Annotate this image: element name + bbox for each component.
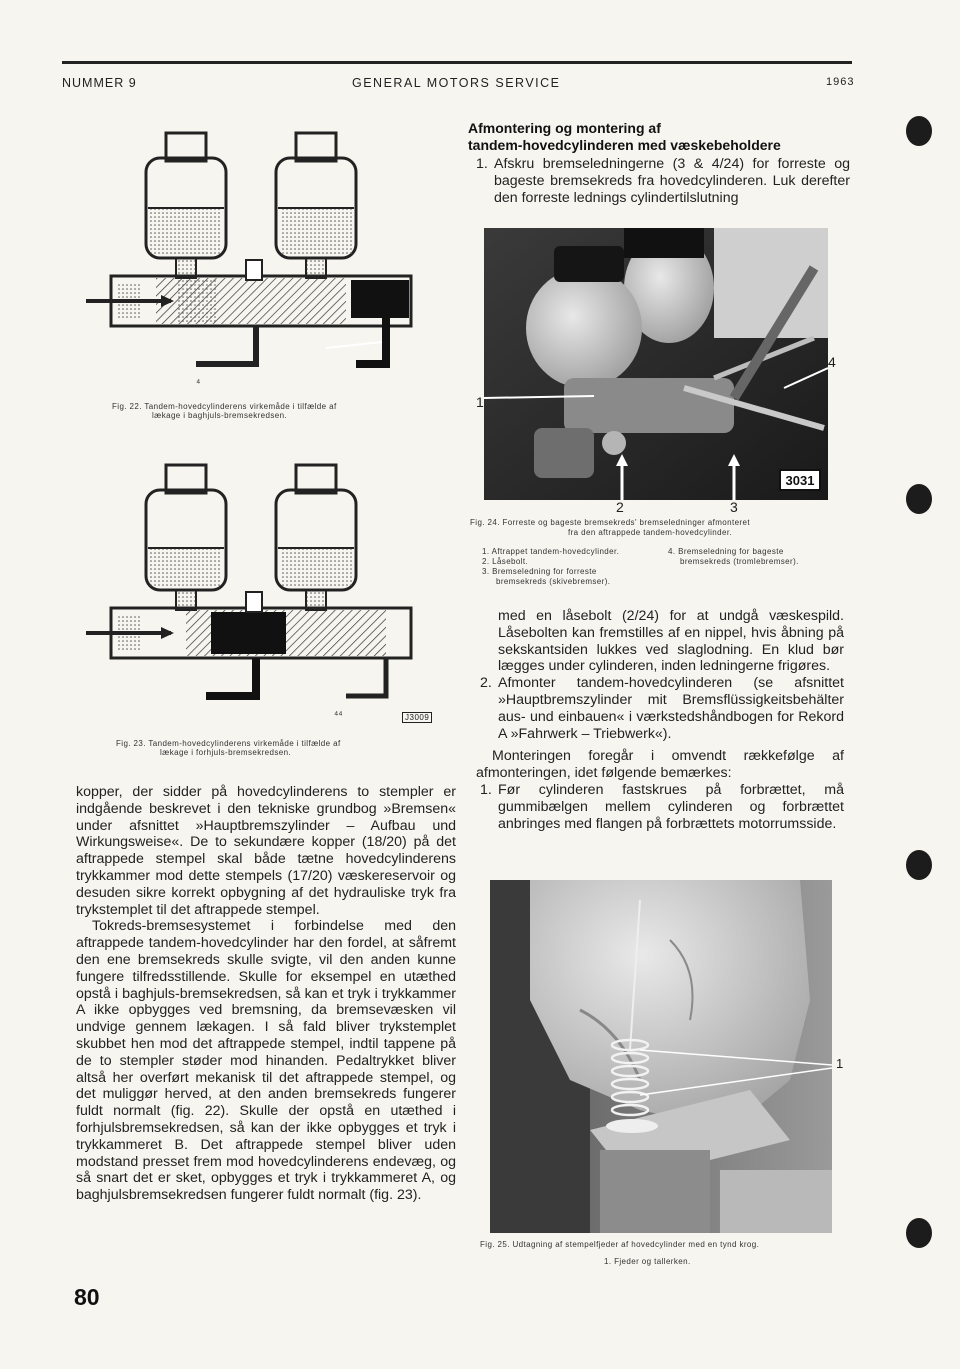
section-heading-line2: tandem-hovedcylinderen med væskebeholdere: [468, 137, 781, 153]
drip-marker: ⁴⁴: [334, 710, 343, 721]
fig24-legend-4b: bremsekreds (tromlebremser).: [680, 557, 799, 566]
binder-hole: [906, 850, 932, 880]
section-heading-line1: Afmontering og montering af: [468, 120, 661, 136]
fig25-caption-line2: 1. Fjeder og tallerken.: [604, 1257, 691, 1266]
drip-marker: ⁴: [196, 378, 201, 389]
fig25-callout-1: 1: [836, 1056, 844, 1071]
left-column-text: [76, 784, 456, 1204]
fig24-callout-4: 4: [828, 354, 836, 370]
step-1: [472, 156, 850, 206]
header-year: 1963: [826, 76, 855, 88]
fig24-caption-line2: fra den aftrappede tandem-hovedcylinder.: [568, 528, 733, 537]
fig24-legend-4a: 4. Bremseledning for bageste: [668, 547, 784, 556]
fig22-caption-line2: lækage i baghjuls-bremsekredsen.: [152, 411, 288, 420]
assembly-step-1-number: 1.: [480, 781, 492, 798]
fig24-callout-1: 1: [476, 394, 484, 410]
fig24-caption-line1: Fig. 24. Forreste og bageste bremsekreds' bremseledninger afmonteret: [470, 518, 750, 527]
fig23-diagram: [86, 460, 436, 710]
left-paragraph-2: Tokreds-bremsesystemet i forbindelse med den aftrappede tandem-hovedcylinder har den fordel, at såfremt den ene bremsekreds skulle svigte, vil den anden kunne fungere tilfredsstillende. Skulle for eksempel en utæthed opstå i baghjuls-bremsekredsen, så kan et tryk i trykkammer A ikke opbygges ved bremsning, da bremsevæsken vil undvige gennem lækagen. I så fald bliver trykstemplet skubbet hen mod det aftrappede stempel, indtil tappene på de to stempler støder mod hinanden. Pedaltrykket bliver altså her overført mekanisk til det aftrappede stempel, og det muliggør herved, at den anden bremsekreds fungerer fuldt normalt (fig. 22). Skulle der opstå en utæthed i forhjulsbremsekredsen, så kan der ikke opbygges et tryk i trykkammeret B. Det aftrappede stempel bliver uden modstand presset frem mod hovedcylinderens endevæg, og så snart det er sket, opbygges et tryk i trykkammeret A, og baghjulsbremsekredsen fungerer fuldt normalt (fig. 23).: [76, 918, 456, 1204]
step-2: [476, 675, 844, 742]
assembly-step-1: [476, 782, 844, 832]
header-rule: [62, 61, 852, 64]
fig25-caption-line1: Fig. 25. Udtagning af stempelfjeder af hovedcylinder med en tynd krog.: [480, 1240, 760, 1249]
step-2-text: Afmonter tandem-hovedcylinderen (se afsnittet »Hauptbremszylinder mit Bremsflüssigkeitsbehälter aus- und einbauen« i værkstedshåndbogen for Rekord A »Fahrwerk – Triebwerk«).: [498, 675, 844, 742]
fig24-photo-number: 3031: [785, 473, 815, 488]
assembly-step-1-text: Før cylinderen fastskrues på forbrættet, må gummibælgen mellem cylinderen og forbrættet anbringes med flangen på forbrættets motorrumsside.: [498, 781, 844, 832]
fig24-legend-3b: bremsekreds (skivebremser).: [496, 577, 611, 586]
fig24-legend-1: 1. Aftrappet tandem-hovedcylinder.: [482, 547, 620, 556]
step-1-continued: med en låsebolt (2/24) for at undgå væskespild. Låsebolten kan fremstilles af en nippel, hvis åbning på sekskantsiden lukkes ved slaglodning. En klud bør lægges under cylinderen, inden ledningerne frigøres.: [498, 608, 844, 675]
assembly-paragraph: Monteringen foregår i omvendt rækkefølge af afmonteringen, idet følgende bemærkes:: [476, 748, 844, 782]
fig24-callout-2: 2: [616, 499, 624, 515]
step-1-text: Afskru bremseledningerne (3 & 4/24) for forreste og bageste bremsekreds fra hovedcylinderen. Luk derefter den forreste lednings cylindertilslutning: [494, 156, 850, 206]
page-number: 80: [74, 1284, 100, 1310]
binder-hole: [906, 484, 932, 514]
header-issue: NUMMER 9: [62, 76, 137, 90]
fig22-diagram: [86, 128, 436, 393]
fig22-caption-line1: Fig. 22. Tandem-hovedcylinderens virkemåde i tilfælde af: [112, 402, 337, 411]
header-publication: GENERAL MOTORS SERVICE: [352, 76, 561, 90]
binder-hole: [906, 1218, 932, 1248]
fig24-legend-3a: 3. Bremseledning for forreste: [482, 567, 597, 576]
fig25-photo: [490, 880, 832, 1233]
fig24-legend-2: 2. Låsebolt.: [482, 557, 529, 566]
fig24-photo: [484, 228, 828, 500]
step-1-number: 1.: [476, 156, 488, 172]
step-2-number: 2.: [480, 675, 492, 692]
fig24-callout-3: 3: [730, 499, 738, 515]
fig23-stamp: J3009: [402, 712, 432, 723]
left-paragraph-1: kopper, der sidder på hovedcylinderens to stempler er indgående beskrevet i den tekniske grundbog »Bremsen« under afsnittet »Hauptbremszylinder – Aufbau und Wirkungsweise«. De to sekundære kopper (18/20) på det aftrappede stempel skal både tætne hovedcylinderens trykkammer mod dette stempels (17/20) væskereservoir og desuden sikre korrekt opbygning af det hydrauliske tryk fra trykstemplet til det aftrappede stempel.: [76, 784, 456, 918]
fig23-caption-line1: Fig. 23. Tandem-hovedcylinderens virkemåde i tilfælde af: [116, 739, 341, 748]
binder-hole: [906, 116, 932, 146]
fig23-caption-line2: lækage i forhjuls-bremsekredsen.: [160, 748, 292, 757]
right-column-text: [476, 608, 844, 832]
